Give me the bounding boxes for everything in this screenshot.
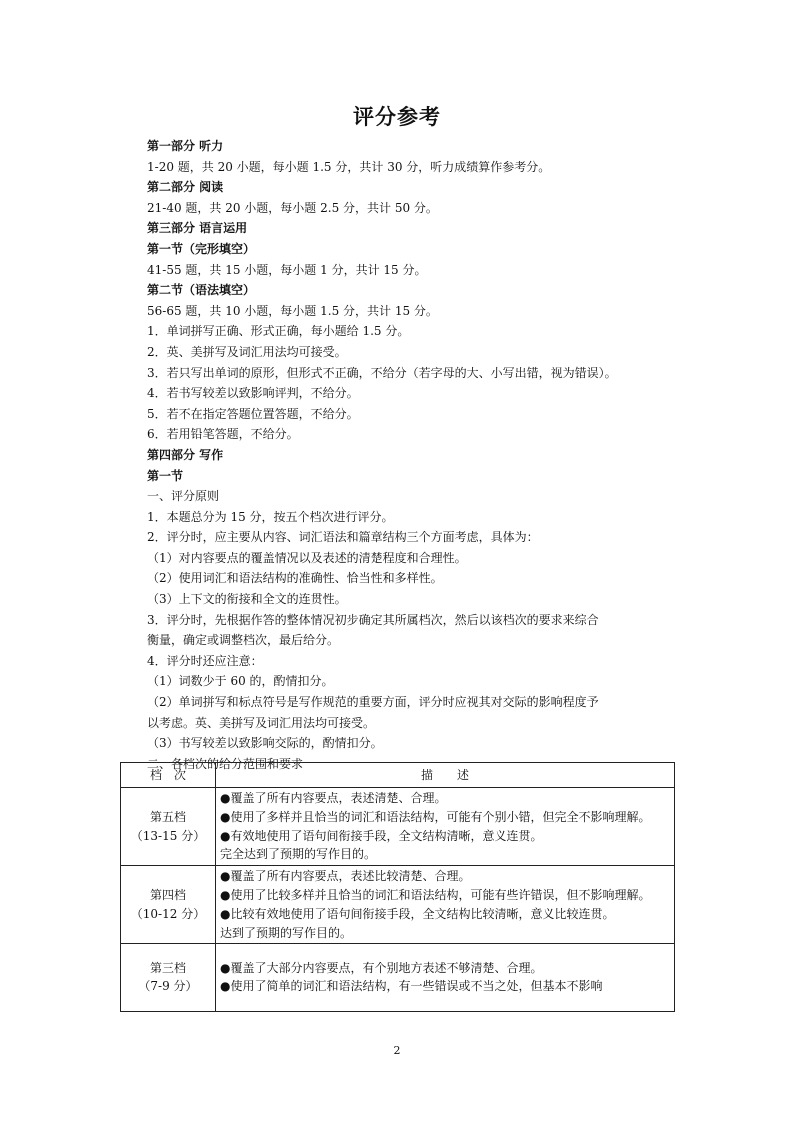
scoring-rubric-table [120,762,675,1012]
level-cell [121,788,216,866]
text-line: 衡量，确定或调整档次，最后给分。 [147,633,340,648]
text-line: 4．评分时还应注意： [147,653,263,668]
page-title: 评分参考 [353,105,441,129]
table-row [121,788,675,866]
table-row [121,944,675,1011]
text-line: 21-40 题，共 20 小题，每小题 2.5 分，共计 50 分。 [147,200,438,215]
scoring-text [147,136,667,774]
level-name: 第三档 [149,960,186,975]
text-line: 56-65 题，共 10 小题，每小题 1.5 分，共计 15 分。 [147,303,438,318]
text-line: 3．评分时，先根据作答的整体情况初步确定其所属档次，然后以该档次的要求来综合 [147,612,599,627]
description-line: ●覆盖了大部分内容要点，有个别地方表述不够清楚、合理。 [220,960,543,975]
level-cell [121,866,216,944]
description-cell [216,944,675,1011]
text-line: （1）词数少于 60 的，酌情扣分。 [147,674,334,689]
text-line: （3）上下文的衔接和全文的连贯性。 [147,592,347,607]
description-line: ●覆盖了所有内容要点，表述比较清楚、合理。 [220,869,471,884]
description-line: ●使用了简单的词汇和语法结构，有一些错误或不当之处，但基本不影响 [220,979,603,994]
description-line: ●比较有效地使用了语句间衔接手段，全文结构比较清晰，意义比较连贯。 [220,906,615,921]
description-line: 完全达到了预期的写作目的。 [220,847,377,862]
text-line: 3．若只写出单词的原形，但形式不正确，不给分（若字母的大、小写出错，视为错误）。 [147,365,617,380]
level-range: （7-9 分） [138,979,198,994]
text-line: 2．评分时，应主要从内容、词汇语法和篇章结构三个方面考虑，具体为： [147,530,539,545]
page-number: 2 [393,1044,401,1057]
description-line: ●使用了比较多样并且恰当的词汇和语法结构，可能有些许错误，但不影响理解。 [220,887,651,902]
description-line: ●有效地使用了语句间衔接手段，全文结构清晰，意义连贯。 [220,828,543,843]
text-line: （2）使用词汇和语法结构的准确性、恰当性和多样性。 [147,571,443,586]
header-description: 描 述 [216,763,675,788]
level-cell [121,944,216,1011]
text-line: 2．英、美拼写及词汇用法均可接受。 [147,344,347,359]
text-line: 1．本题总分为 15 分，按五个档次进行评分。 [147,509,394,524]
description-cell [216,866,675,944]
text-line: 二、各档次的给分范围和要求 [147,756,304,771]
text-line: 41-55 题，共 15 小题，每小题 1 分，共计 15 分。 [147,262,427,277]
section-heading: 第四部分 写作 [147,447,224,462]
section-heading: 第一节 [147,468,184,483]
text-line: （2）单词拼写和标点符号是写作规范的重要方面，评分时应视其对交际的影响程度予 [147,695,599,710]
text-line: 一、评分原则 [147,489,220,504]
level-name: 第四档 [149,887,186,902]
section-heading: 第二部分 阅读 [147,180,224,195]
section-heading: 第三部分 语言运用 [147,221,248,236]
text-line: （3）书写较差以致影响交际的，酌情扣分。 [147,736,383,751]
level-range: （10-12 分） [130,906,206,921]
text-line: 1．单词拼写正确、形式正确，每小题给 1.5 分。 [147,324,410,339]
description-line: ●使用了多样并且恰当的词汇和语法结构，可能有个别小错，但完全不影响理解。 [220,809,651,824]
header-level: 档 次 [121,763,216,788]
text-line: 1-20 题，共 20 小题，每小题 1.5 分，共计 30 分，听力成绩算作参考分。 [147,159,551,174]
text-line: 5．若不在指定答题位置答题，不给分。 [147,406,359,421]
text-line: 4．若书写较差以致影响评判，不给分。 [147,386,359,401]
section-heading: 第一节（完形填空） [147,241,256,256]
section-heading: 第一部分 听力 [147,139,224,153]
table-header-row [121,763,675,788]
text-line: 以考虑。英、美拼写及词汇用法均可接受。 [147,715,376,730]
section-heading: 第二节（语法填空） [147,283,256,298]
text-line: 6．若用铅笔答题，不给分。 [147,427,299,442]
level-name: 第五档 [149,809,186,824]
text-line: （1）对内容要点的覆盖情况以及表述的清楚程度和合理性。 [147,550,467,565]
level-range: （13-15 分） [130,828,206,843]
description-line: ●覆盖了所有内容要点，表述清楚、合理。 [220,791,447,805]
description-line: 达到了预期的写作目的。 [220,925,353,940]
table-row [121,866,675,944]
description-cell [216,788,675,866]
